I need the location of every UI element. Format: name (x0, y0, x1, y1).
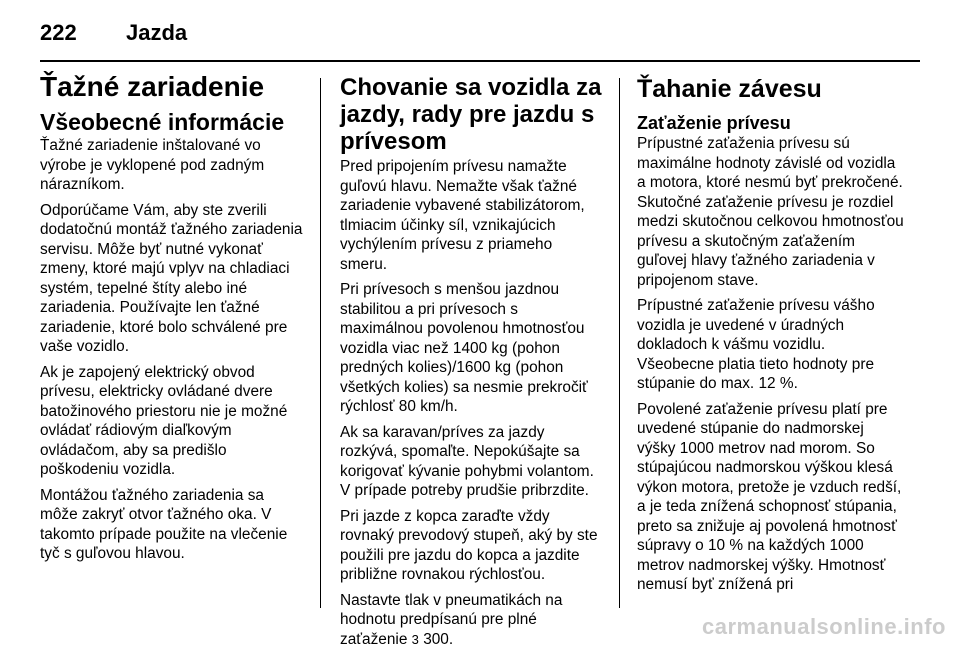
heading-towing-device: Ťažné zariadenie (40, 71, 265, 102)
heading-driving-behaviour: Chovanie sa vozidla za jazdy, rady pre jazdu s prívesom (340, 74, 602, 155)
paragraph: Ak sa karavan/príves za jazdy rozkývá, spomaľte. Nepokúšajte sa korigovať kývanie pohybmi volantom. V prípade potreby prudšie pribrzdite. (340, 423, 594, 499)
page-number: 222 (40, 20, 77, 45)
paragraph: Prípustné zaťaženia prívesu sú maximálne hodnoty závislé od vozidla a motora, ktoré nesmú byť prekročené. Skutočné zaťaženie prívesu je rozdiel medzi skutočnou celkovou hmotnosťou prívesu a skutočným zaťažením guľovej hlavy ťažného zariadenia v pripojenom stave. (637, 135, 904, 289)
subheading-trailer-load: Zaťaženie prívesu (637, 113, 791, 133)
watermark: carmanualsonline.info (702, 614, 946, 639)
column-towing-device (40, 70, 304, 570)
heading-trailer-towing: Ťahanie závesu (637, 75, 822, 103)
subheading-general-info: Všeobecné informácie (40, 109, 285, 135)
column-divider (320, 78, 321, 608)
paragraph: Povolené zaťaženie prívesu platí pre uvedené stúpanie do nadmorskej výšky 1000 metrov nad morom. So stúpajúcou nadmorskou výškou klesá výkon motora, pretože je vzduch redší, a je teda znížená schopnosť stúpania, preto sa znižuje aj povolená hmotnosť súpravy o 10 % na každých 1000 metrov nadmorskej výšky. Hmotnosť nemusí byť znížená pri (637, 400, 902, 593)
paragraph-tyre-pressure (340, 591, 602, 650)
page-reference-link[interactable]: 300. (423, 630, 454, 648)
column-driving-with-trailer (340, 70, 602, 655)
paragraph: Ťažné zariadenie inštalované vo výrobe je vyklopené pod zadným nárazníkom. (40, 137, 265, 193)
paragraph: Prípustné zaťaženie prívesu vášho vozidla je uvedené v úradných dokladoch k vášmu vozidlu. Všeobecne platia tieto hodnoty pre stúpanie do max. 12 %. (637, 297, 875, 392)
column-trailer-towing (637, 70, 905, 601)
paragraph: Odporúčame Vám, aby ste zverili dodatočnú montáž ťažného zariadenia servisu. Môže byť nutné vykonať zmeny, ktoré majú vplyv na chladiaci systém, tepelné štíty alebo iné zariadenia. Používajte len ťažné zariadenie, ktoré bolo schválené pre vaše vozidlo. (40, 201, 303, 355)
column-divider (619, 78, 620, 608)
paragraph: Pred pripojením prívesu namažte guľovú hlavu. Nemažte však ťažné zariadenie vybavené stabilizátorom, tlmiacim účinky síl, vznikajúcich vychýlením prívesu z priameho smeru. (340, 158, 585, 273)
section-title: Jazda (126, 20, 188, 45)
paragraph-text: Nastavte tlak v pneumatikách na hodnotu predpísanú pre plné zaťaženie (340, 591, 563, 648)
paragraph: Montážou ťažného zariadenia sa môže zakryť otvor ťažného oka. V takomto prípade použite na vlečenie tyč s guľovou hlavou. (40, 486, 288, 562)
header-divider (40, 60, 920, 62)
page-reference-icon: 3 (411, 631, 419, 647)
paragraph: Pri prívesoch s menšou jazdnou stabilitou a pri prívesoch s maximálnou povolenou hmotnosťou vozidla viac než 1400 kg (pohon predných kolies)/1600 kg (pohon všetkých kolies) sa nesmie prekročiť rýchlosť 80 km/h. (340, 281, 588, 415)
paragraph: Ak je zapojený elektrický obvod prívesu, elektricky ovládané dvere batožinového priestoru nie je možné ovládať rádiovým diaľkovým ovládačom, aby sa predišlo poškodeniu vozidla. (40, 363, 288, 478)
paragraph: Pri jazde z kopca zaraďte vždy rovnaký prevodový stupeň, aký by ste použili pre jazdu do kopca a jazdite približne rovnakou rýchlosťou. (340, 507, 598, 583)
